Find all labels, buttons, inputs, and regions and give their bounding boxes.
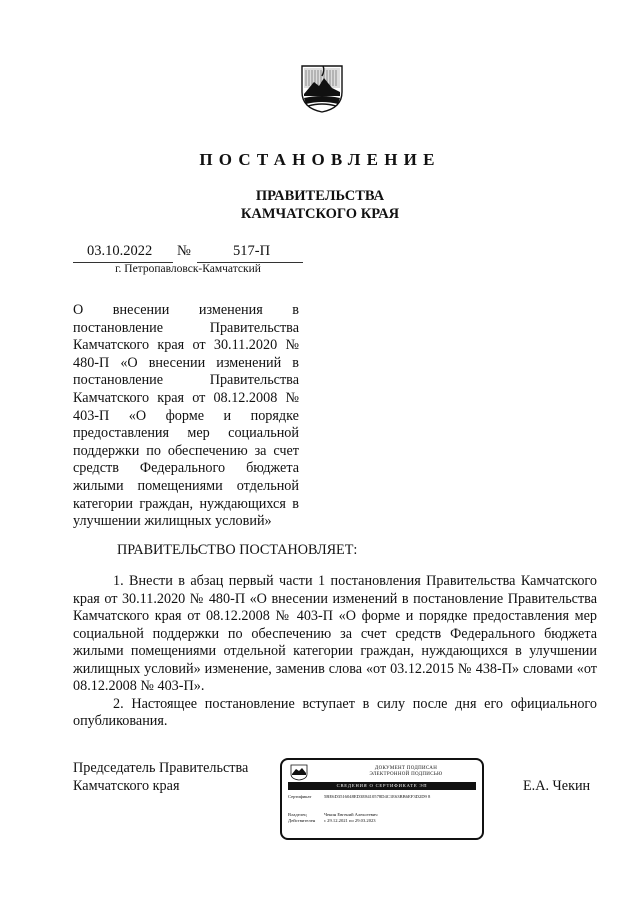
valid-value: с 29.12.2021 по 29.03.2023 [324, 818, 376, 823]
electronic-signature-stamp [280, 758, 484, 840]
issuer-line1: ПРАВИТЕЛЬСТВА [255, 188, 385, 204]
stamp-title [336, 766, 476, 778]
stamp-owner-row [288, 812, 474, 817]
paragraph-1: 1. Внести в абзац первый части 1 постановления Правительства Камчатского края от 30.11.2020 № 480-П «О внесении изменений в постановление Правительства Камчатского края от 08.12.2008 № 403-П «О форме и порядке предоставления мер социальной поддержки по обеспечению за счет средств Федерального бюджета жилыми помещениями отдельной категории граждан, нуждающихся в улучшении жилищных условий» изменение, заменив слова «от 03.12.2015 № 438-П» словами «от 08.12.2008 № 403-П». [73, 573, 597, 694]
stamp-title-line2: ЭЛЕКТРОННОЙ ПОДПИСЬЮ [369, 772, 443, 777]
coat-of-arms-icon [298, 62, 346, 114]
signatory-name: Е.А. Чекин [523, 778, 591, 794]
document-type: ПОСТАНОВЛЕНИЕ [199, 150, 441, 169]
position-line1: Председатель Правительства [73, 760, 249, 776]
issuer-line2: КАМЧАТСКОГО КРАЯ [240, 206, 400, 222]
issuer [0, 187, 640, 223]
document-date: 03.10.2022 [87, 243, 153, 259]
number-sign: № [177, 243, 191, 259]
signatory-position [73, 760, 248, 795]
document-body [73, 573, 597, 731]
document-number: 517-П [233, 243, 271, 259]
owner-label: Владелец [288, 812, 307, 817]
stamp-valid-row [288, 818, 474, 823]
decree-statement: ПРАВИТЕЛЬСТВО ПОСТАНОВЛЯЕТ: [117, 542, 358, 558]
valid-label: Действителен [288, 818, 316, 823]
cert-label: Сертификат [288, 794, 312, 799]
stamp-cert-row [288, 794, 474, 799]
position-line2: Камчатского края [73, 777, 180, 794]
stamp-title-line1: ДОКУМЕНТ ПОДПИСАН [374, 766, 438, 771]
registration-line [73, 243, 303, 263]
stamp-bar: СВЕДЕНИЯ О СЕРТИФИКАТЕ ЭП [288, 782, 476, 790]
owner-value: Чекин Евгений Алексеевич [324, 812, 378, 817]
document-subject: О внесении изменения в постановление Правительства Камчатского края от 30.11.2020 № 480-П «О внесении изменений в постановление Правительства Камчатского края от 08.12.2008 № 403-П «О форме и порядке предоставления мер социальной поддержки по обеспечению за счет средств Федерального бюджета жилыми помещениями отдельной категории граждан, нуждающихся в улучшении жилищных условий» [73, 302, 299, 530]
cert-value: 5BE6D3516048ED3E8410578D4C1E63BB6EF3D2D9 8 [324, 794, 431, 799]
paragraph-2: 2. Настоящее постановление вступает в силу после дня его официального опубликования. [73, 695, 597, 729]
stamp-emblem-icon [290, 764, 308, 781]
city: г. Петропавловск-Камчатский [115, 263, 261, 275]
